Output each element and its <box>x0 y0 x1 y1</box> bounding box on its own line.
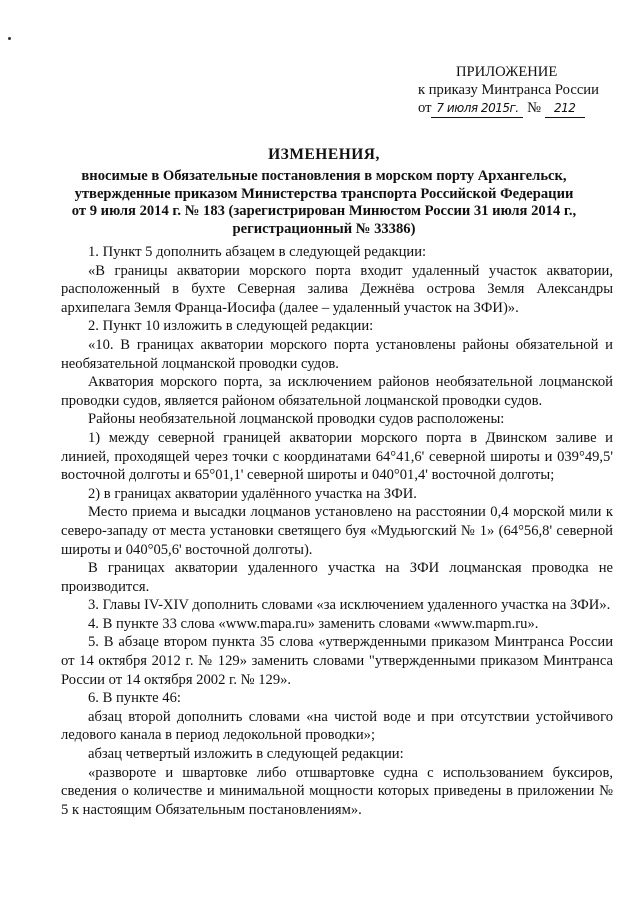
paragraph: абзац второй дополнить словами «на чистой воде и при отсутствии устойчивого ледового канала в период ледокольной проводки»; <box>61 708 613 744</box>
paragraph: Акватория морского порта, за исключением районов необязательной лоцманской проводки судов, является районом обязательной лоцманской проводки судов. <box>61 374 613 409</box>
paragraph: 3. Главы IV-XIV дополнить словами «за исключением удаленного участка на ЗФИ». <box>88 597 611 614</box>
paragraph: 2) в границах акватории удалённого участка на ЗФИ. <box>88 485 417 502</box>
paragraph: Место приема и высадки лоцманов установлено на расстоянии 0,4 морской мили к северо-западу от места установки светящего буя «Мудьюгский № 1» (64°56,8' северной широты и 040°05,6' восточной долготы). <box>61 504 613 558</box>
scan-speck <box>8 37 11 40</box>
title-line-2: утвержденные приказом Министерства транспорта Российской Федерации <box>74 185 574 202</box>
document-title <box>40 146 608 239</box>
paragraph: 1. Пункт 5 дополнить абзацем в следующей редакции: <box>88 244 427 260</box>
paragraph: 4. В пункте 33 слова «www.mapa.ru» заменить словами «www.mapm.ru». <box>88 615 539 632</box>
paragraph: «10. В границах акватории морского порта установлены районы обязательной и необязательной лоцманской проводки судов. <box>61 336 613 372</box>
document-body <box>61 243 613 819</box>
handwritten-number: 212 <box>545 99 585 118</box>
paragraph: В границах акватории удаленного участка на ЗФИ лоцманская проводка не производится. <box>61 560 613 595</box>
appendix-date-line <box>418 99 614 118</box>
paragraph: «В границы акватории морского порта входит удаленный участок акватории, расположенный в бухте Северная залива Дежнёва острова Земля Александры архипелага Земля Франца-Иосифа (далее – удаленный участок на ЗФИ)». <box>61 262 613 316</box>
appendix-order-ref: к приказу Минтранса России <box>418 82 599 98</box>
number-prefix: № <box>527 100 542 116</box>
handwritten-date: 7 июля 2015г. <box>431 99 523 118</box>
paragraph: 6. В пункте 46: <box>88 690 181 707</box>
paragraph: 2. Пункт 10 изложить в следующей редакции: <box>88 318 374 335</box>
title-line-3: от 9 июля 2014 г. № 183 (зарегистрирован Минюстом России 31 июля 2014 г., <box>71 203 577 220</box>
date-prefix: от <box>418 100 432 116</box>
appendix-label: ПРИЛОЖЕНИЕ <box>456 64 558 80</box>
paragraph: 1) между северной границей акватории морского порта в Двинском заливе и линией, проходящей через точки с координатами 64°41,6' северной широты и 039°49,5' восточной долготы и 65°01,1' северной широты и 040°01,4' восточной долготы; <box>61 429 613 484</box>
title-main: ИЗМЕНЕНИЯ, <box>268 146 380 163</box>
paragraph: «развороте и швартовке либо отшвартовке судна с использованием буксиров, сведения о количестве и минимальной мощности которых приведены в приложении № 5 к настоящим Обязательным постановлениям». <box>61 764 613 818</box>
title-line-1: вносимые в Обязательные постановления в морском порту Архангельск, <box>81 167 567 184</box>
paragraph: Районы необязательной лоцманской проводки судов расположены: <box>88 411 505 428</box>
title-line-4: регистрационный № 33386) <box>232 221 416 238</box>
paragraph: абзац четвертый изложить в следующей редакции: <box>88 746 404 763</box>
appendix-header <box>418 63 614 118</box>
paragraph: 5. В абзаце втором пункта 35 слова «утвержденными приказом Минтранса России от 14 октября 2012 г. № 129» заменить словами "утвержденными приказом Минтранса России от 14 октября 2002 г. № 129». <box>61 634 613 688</box>
